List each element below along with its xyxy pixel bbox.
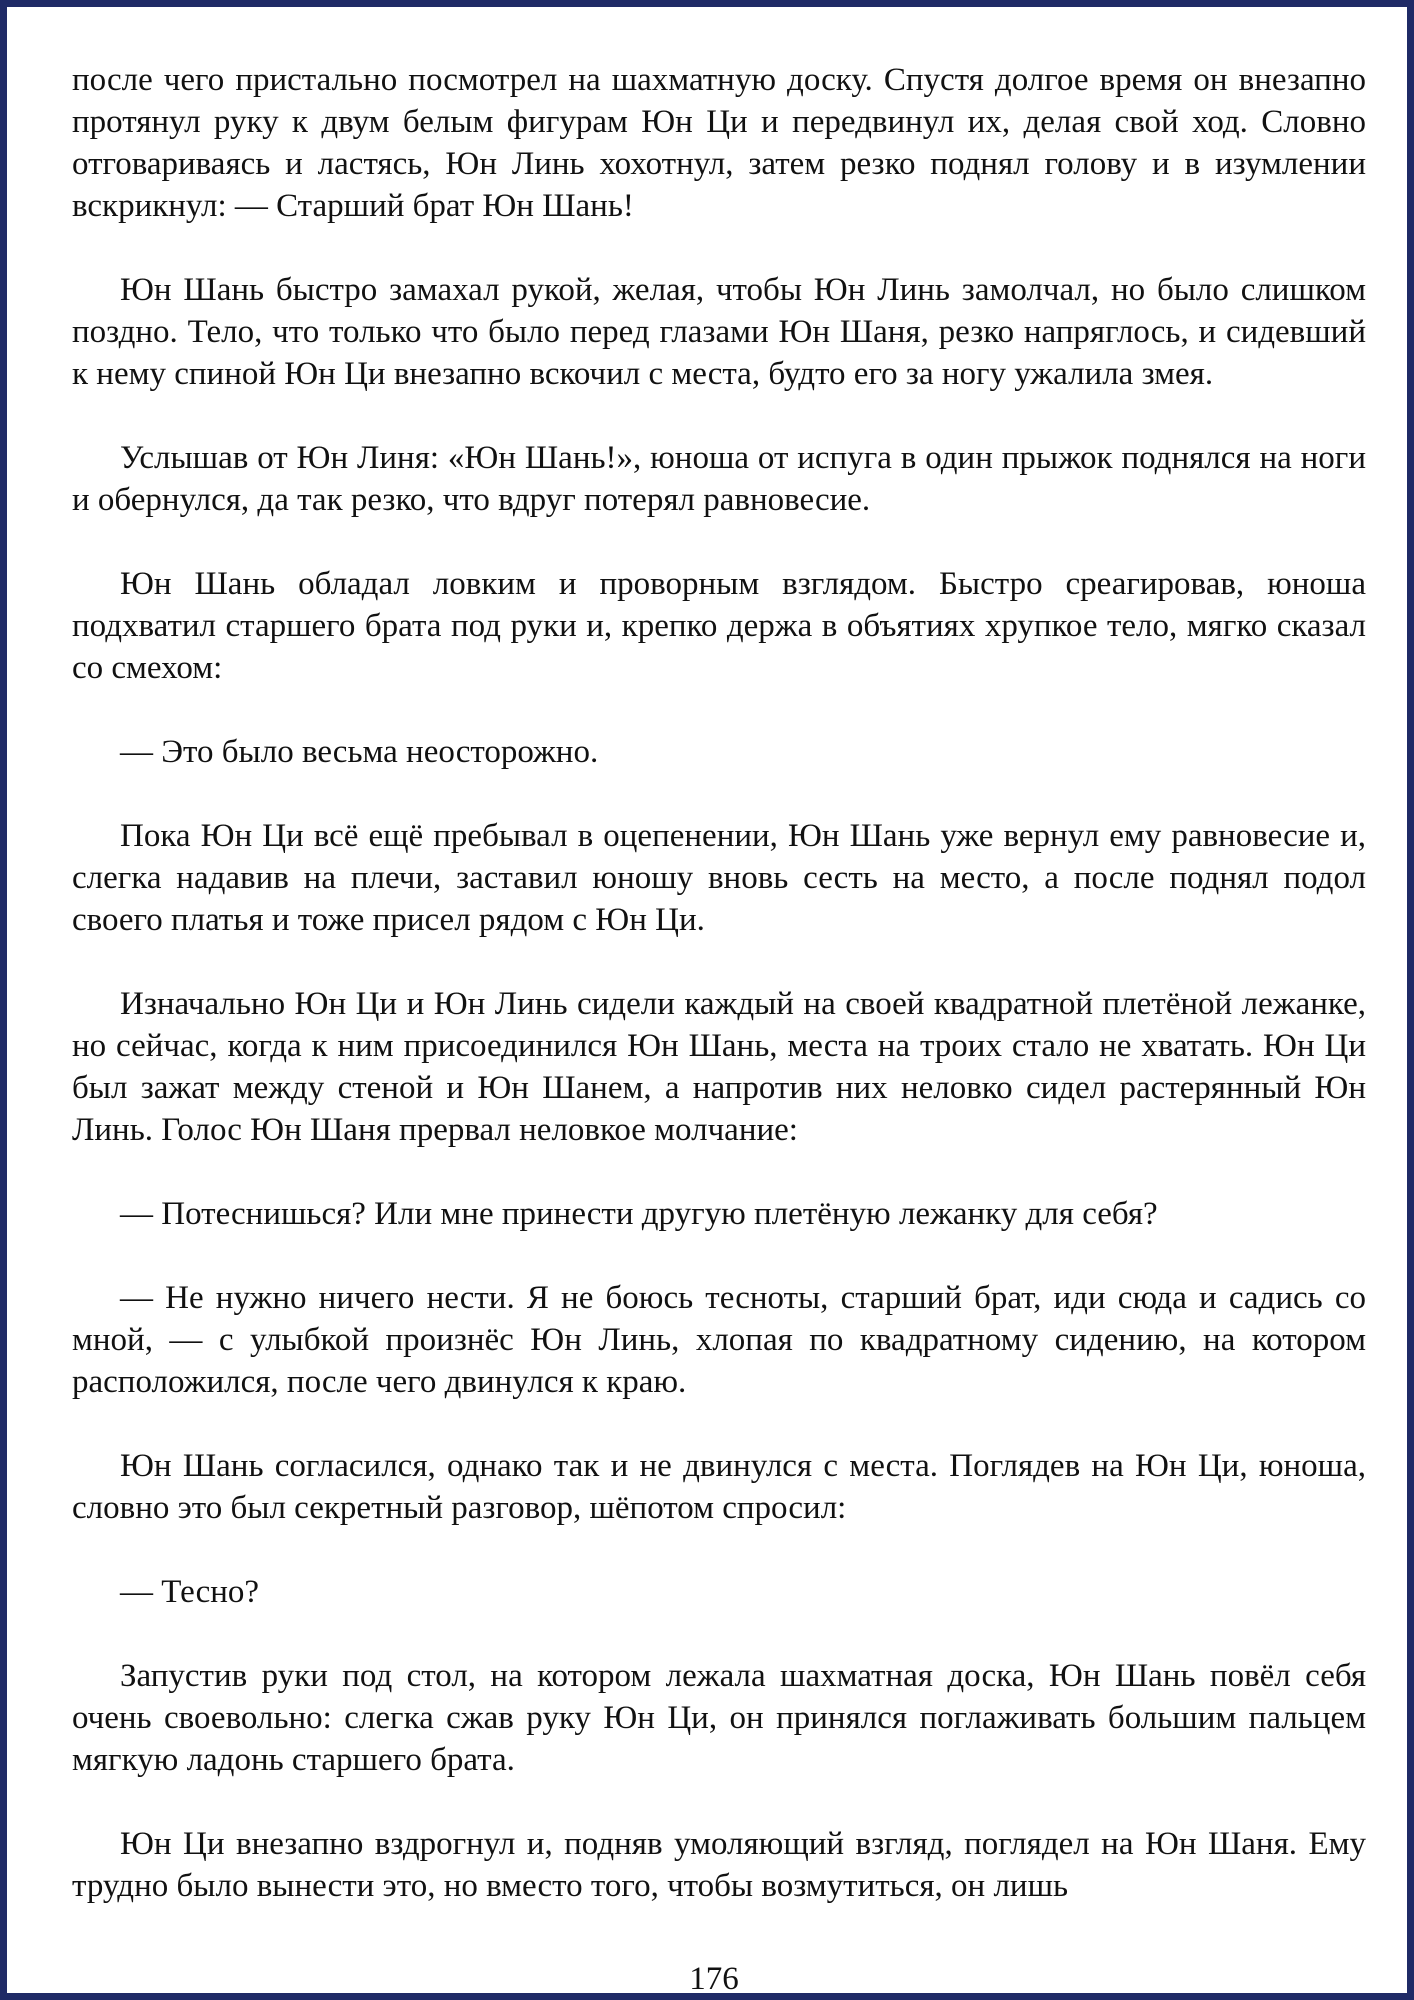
paragraph-7: Изначально Юн Ци и Юн Линь сидели каждый на своей квадратной плетёной лежанке, но сейчас, когда к ним присоединился Юн Шань, места на троих стало не хватать. Юн Ци был зажат между стеной и Юн Шанем, а напротив них неловко сидел растерянный Юн Линь. Голос Юн Шаня прервал неловкое молчание:: [72, 986, 1366, 1148]
paragraph-1: после чего пристально посмотрел на шахматную доску. Спустя долгое время он внезапно протянул руку к двум белым фигурам Юн Ци и передвинул их, делая свой ход. Словно отговариваясь и ластясь, Юн Линь хохотнул, затем резко поднял голову и в изумлении вскрикнул: — Старший брат Юн Шань!: [72, 62, 1366, 224]
paragraph-9: — Не нужно ничего нести. Я не боюсь тесноты, старший брат, иди сюда и садись со мной, — с улыбкой произнёс Юн Линь, хлопая по квадратному сидению, на котором расположился, после чего двинулся к краю.: [72, 1280, 1366, 1400]
paragraph-4: Юн Шань обладал ловким и проворным взглядом. Быстро среагировав, юноша подхватил старшего брата под руки и, крепко держа в объятиях хрупкое тело, мягко сказал со смехом:: [72, 566, 1366, 686]
paragraph-10: Юн Шань согласился, однако так и не двинулся с места. Поглядев на Юн Ци, юноша, словно это был секретный разговор, шёпотом спросил:: [72, 1448, 1366, 1526]
text-body: [72, 59, 1366, 1907]
paragraph-11: — Тесно?: [120, 1574, 260, 1610]
paragraph-12: Запустив руки под стол, на котором лежала шахматная доска, Юн Шань повёл себя очень своевольно: слегка сжав руку Юн Ци, он принялся поглаживать большим пальцем мягкую ладонь старшего брата.: [72, 1658, 1366, 1778]
paragraph-8: — Потеснишься? Или мне принести другую плетёную лежанку для себя?: [120, 1196, 1158, 1232]
page-number: 176: [689, 1961, 739, 1997]
paragraph-13: Юн Ци внезапно вздрогнул и, подняв умоляющий взгляд, поглядел на Юн Шаня. Ему трудно было вынести это, но вместо того, чтобы возмутиться, он лишь: [72, 1826, 1366, 1904]
paragraph-2: Юн Шань быстро замахал рукой, желая, чтобы Юн Линь замолчал, но было слишком поздно. Тело, что только что было перед глазами Юн Шаня, резко напряглось, и сидевший к нему спиной Юн Ци внезапно вскочил с места, будто его за ногу ужалила змея.: [72, 272, 1366, 392]
paragraph-5: — Это было весьма неосторожно.: [120, 734, 599, 770]
paragraph-6: Пока Юн Ци всё ещё пребывал в оцепенении, Юн Шань уже вернул ему равновесие и, слегка надавив на плечи, заставил юношу вновь сесть на место, а после поднял подол своего платья и тоже присел рядом с Юн Ци.: [72, 818, 1366, 938]
paragraph-3: Услышав от Юн Линя: «Юн Шань!», юноша от испуга в один прыжок поднялся на ноги и обернулся, да так резко, что вдруг потерял равновесие.: [72, 440, 1366, 518]
